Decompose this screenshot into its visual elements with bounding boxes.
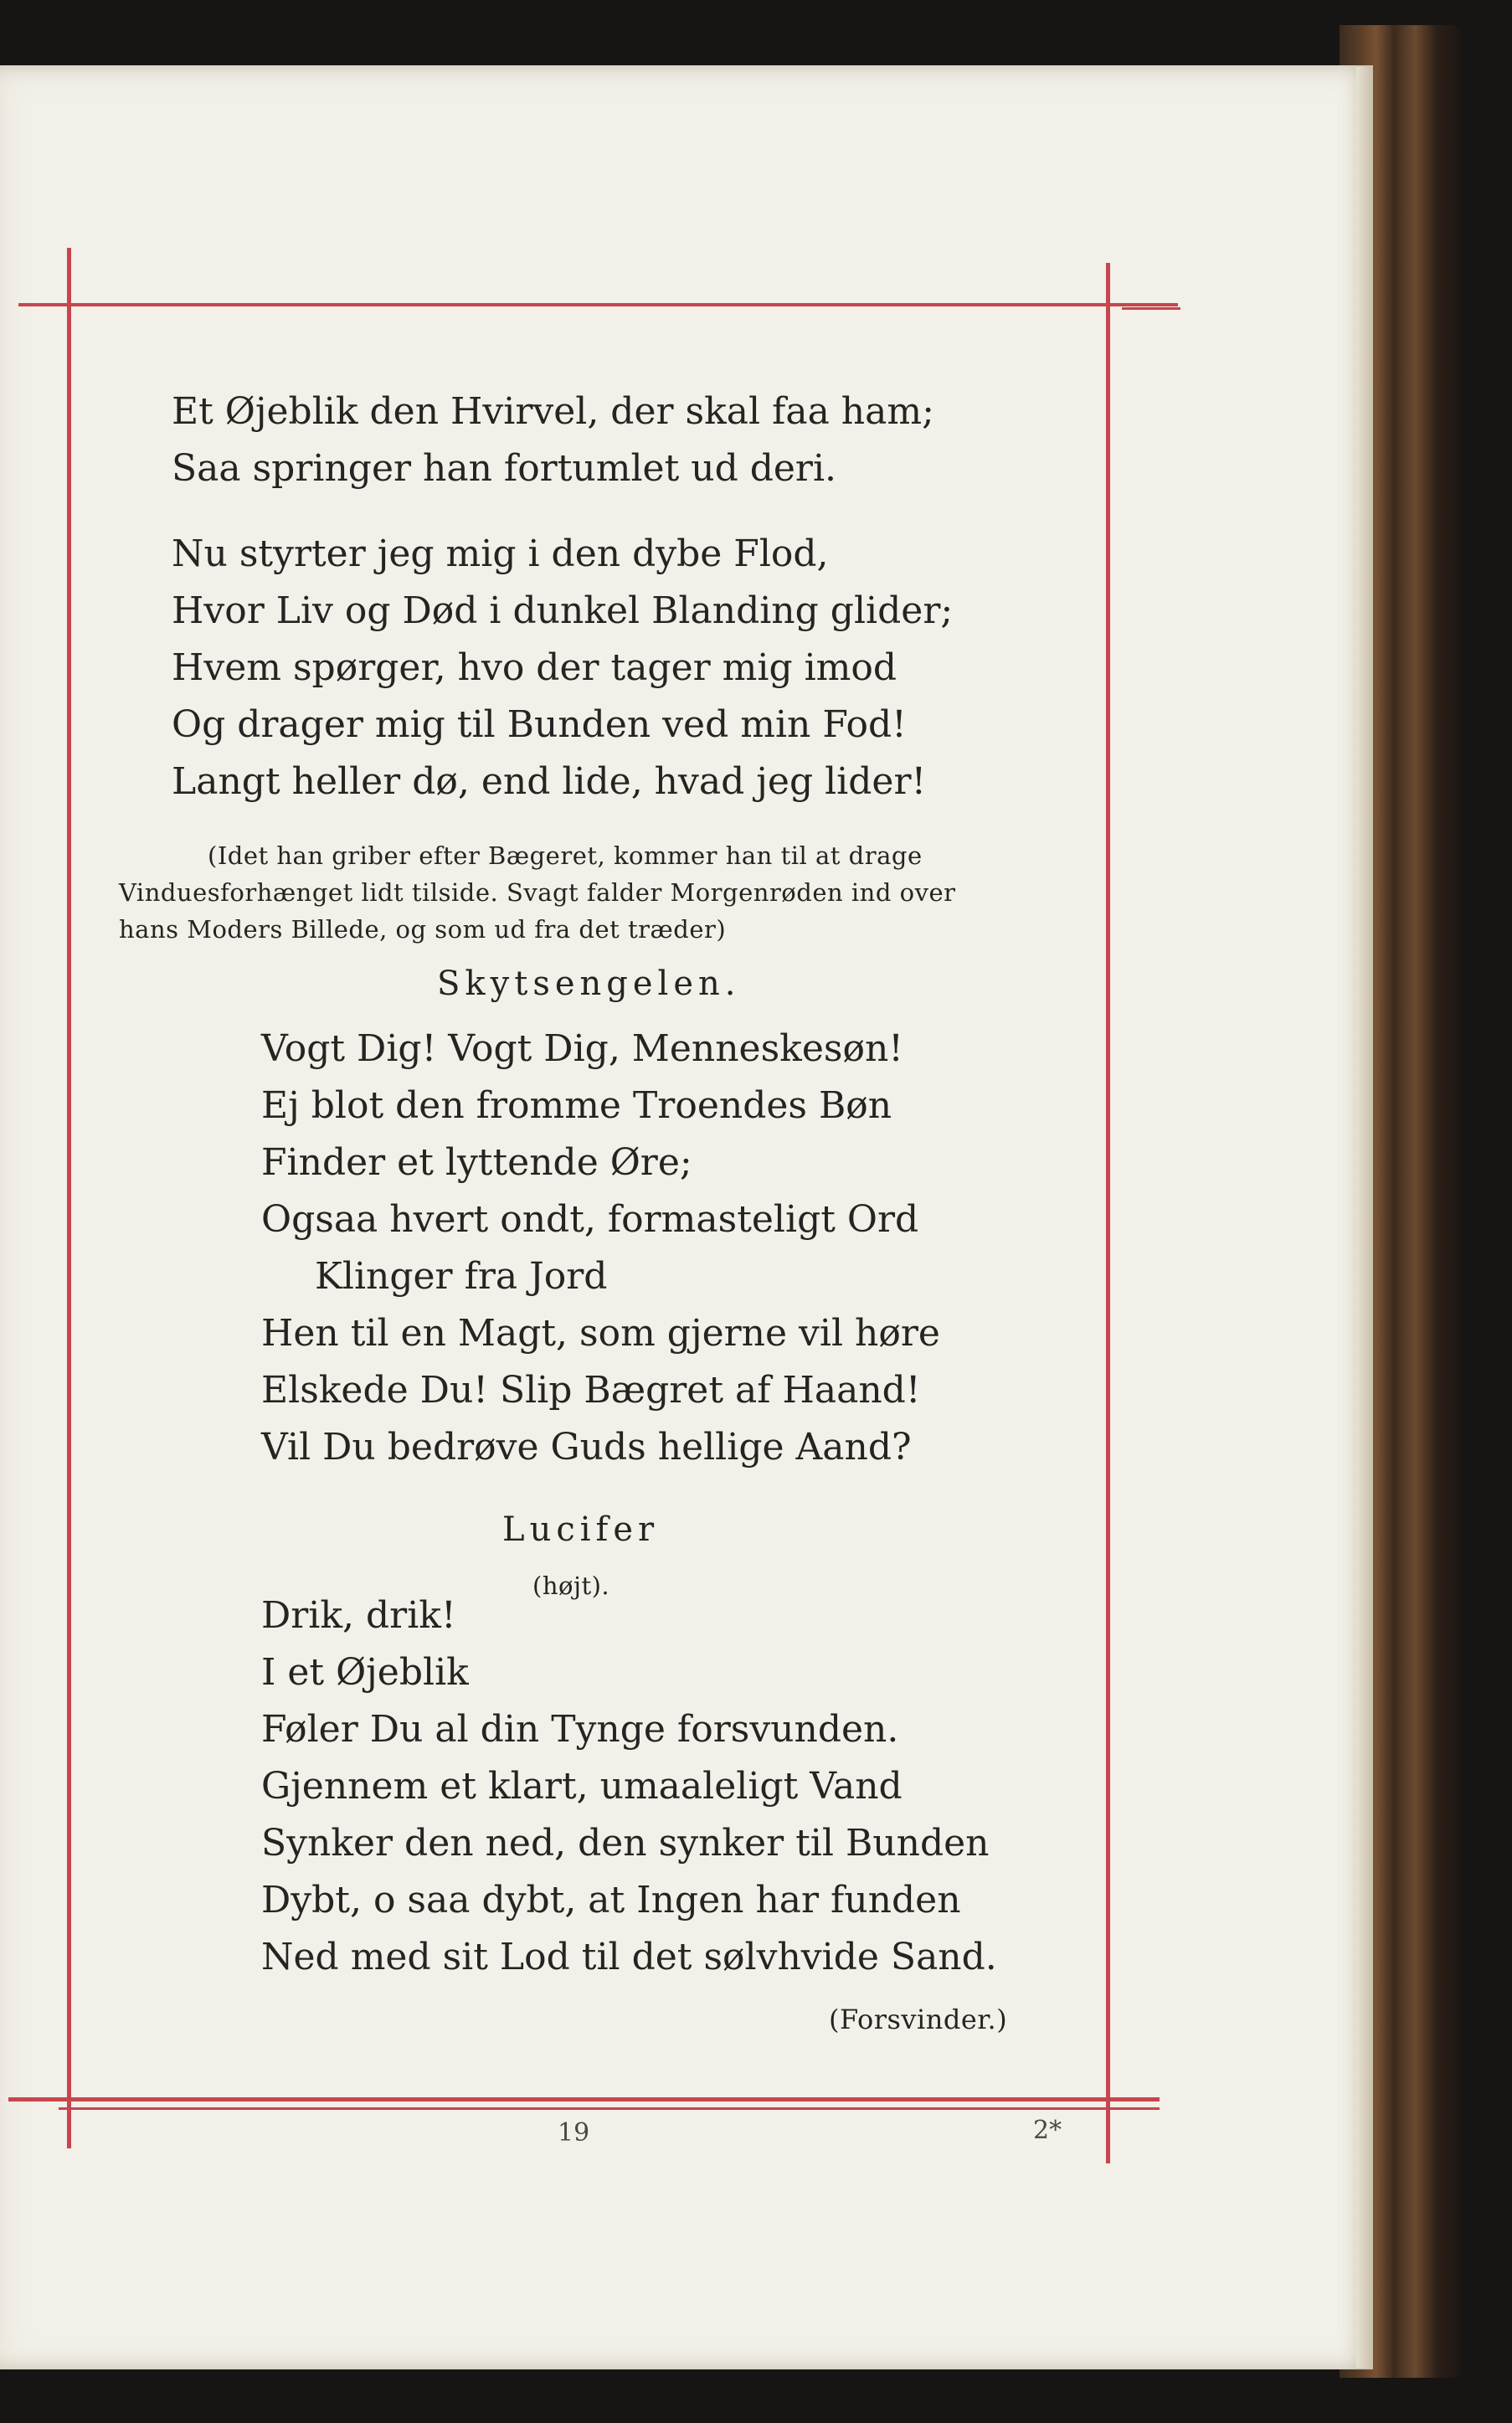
verse-line: Saa springer han fortumlet ud deri. — [172, 447, 837, 490]
frame-rule-left — [67, 248, 71, 2148]
verse-line: Elskede Du! Slip Bægret af Haand! — [261, 1369, 921, 1412]
speech-lucifer — [261, 1587, 997, 1986]
verse-line: Hvem spørger, hvo der tager mig imod — [172, 646, 897, 689]
speaker-direction-lucifer: (højt). — [532, 1572, 610, 1600]
stage-direction-line: Vinduesforhænget lidt tilside. Svagt falder Morgenrøden ind over — [119, 878, 956, 907]
verse-line: Gjennem et klart, umaaleligt Vand — [261, 1765, 903, 1808]
verse-line: Et Øjeblik den Hvirvel, der skal faa ham; — [172, 390, 934, 433]
frame-rule-top-extension — [1122, 307, 1180, 310]
verse-line: Nu styrter jeg mig i den dybe Flod, — [172, 532, 829, 575]
frame-rule-bottom — [8, 2097, 1160, 2101]
frame-rule-right — [1106, 263, 1110, 2163]
verse-line: Langt heller dø, end lide, hvad jeg lider! — [172, 760, 927, 803]
verse-line: Hen til en Magt, som gjerne vil høre — [261, 1312, 940, 1355]
verse-line: Synker den ned, den synker til Bunden — [261, 1822, 990, 1865]
page-number: 19 — [558, 2118, 590, 2148]
verse-line: Vogt Dig! Vogt Dig, Menneskesøn! — [261, 1027, 903, 1070]
stage-direction-line: (Idet han griber efter Bægeret, kommer han til at drage — [208, 841, 923, 870]
stage-direction-line: hans Moders Billede, og som ud fra det træder) — [119, 915, 727, 944]
verse-line: Og drager mig til Bunden ved min Fod! — [172, 703, 907, 746]
frame-rule-top — [18, 303, 1178, 306]
verse-line: Drik, drik! — [261, 1594, 456, 1637]
verse-line: Klinger fra Jord — [315, 1255, 608, 1298]
speech-guardian — [261, 1021, 940, 1476]
stage-direction — [119, 837, 956, 948]
verse-line: Vil Du bedrøve Guds hellige Aand? — [261, 1426, 912, 1469]
verse-block-top — [172, 383, 934, 497]
verse-line: Ned med sit Lod til det sølvhvide Sand. — [261, 1936, 997, 1978]
speaker-name-lucifer: Lucifer — [502, 1510, 660, 1549]
speaker-name-guardian: Skytsengelen. — [437, 965, 741, 1003]
verse-line: Hvor Liv og Død i dunkel Blanding glider; — [172, 589, 954, 632]
frame-rule-bottom-extension — [59, 2107, 1160, 2110]
verse-line: I et Øjeblik — [261, 1651, 469, 1694]
page-edge — [1356, 67, 1373, 2368]
verse-block-middle — [172, 526, 953, 810]
verse-line: Dybt, o saa dybt, at Ingen har funden — [261, 1879, 961, 1921]
verse-line: Finder et lyttende Øre; — [261, 1141, 692, 1184]
signature-mark: 2* — [1033, 2116, 1062, 2145]
verse-line: Ej blot den fromme Troendes Bøn — [261, 1084, 892, 1127]
verse-line: Ogsaa hvert ondt, formasteligt Ord — [261, 1198, 919, 1241]
verse-line: Føler Du al din Tynge forsvunden. — [261, 1708, 899, 1751]
stage-direction-exit: (Forsvinder.) — [829, 2004, 1008, 2035]
